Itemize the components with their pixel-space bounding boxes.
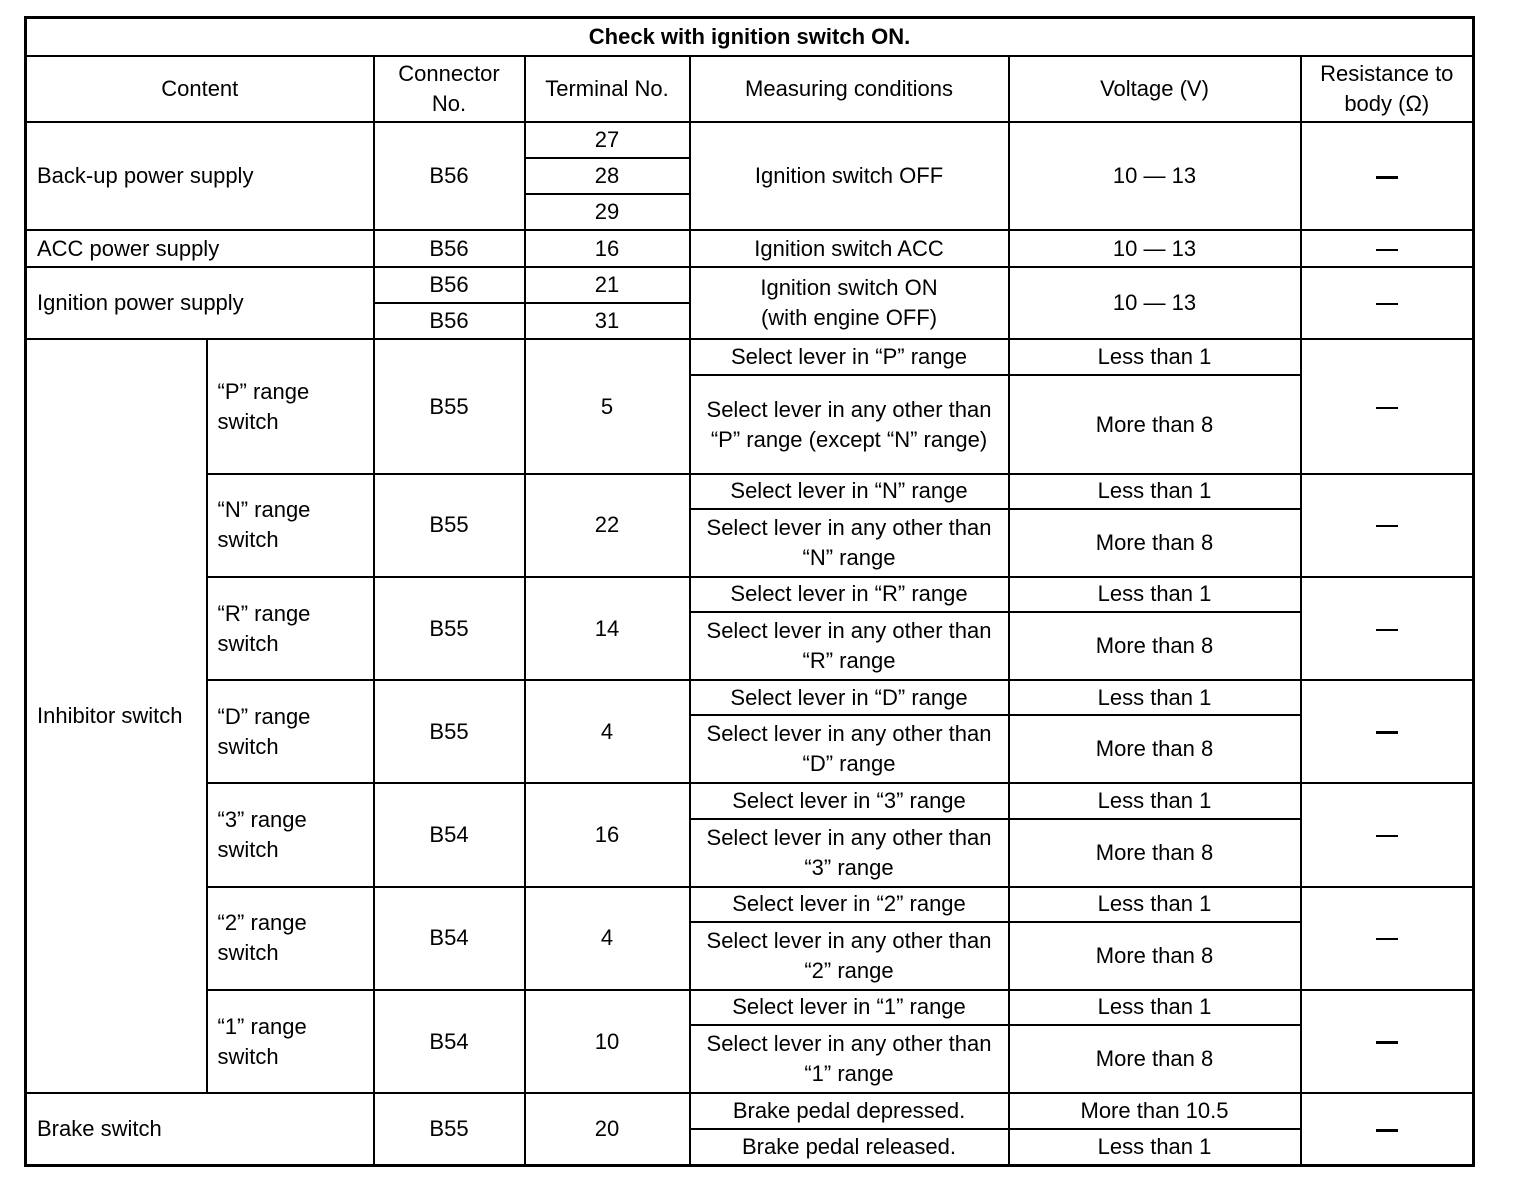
range-v1-1: Less than 1 [1009, 990, 1301, 1025]
em-dash-mark [1376, 249, 1398, 251]
range-v1-p: Less than 1 [1009, 339, 1301, 375]
range-v2-r: More than 8 [1009, 612, 1301, 680]
acc-terminal: 16 [525, 230, 690, 267]
em-dash-mark [1376, 835, 1398, 837]
range-v1-2: Less than 1 [1009, 887, 1301, 922]
range-resistance-r [1301, 577, 1474, 680]
range-cond1-p: Select lever in “P” range [690, 339, 1009, 375]
table-title: Check with ignition switch ON. [26, 18, 1474, 56]
ignition-condition-line-1: Ignition switch ON [760, 275, 938, 301]
range-terminal-r: 14 [525, 577, 690, 680]
header-connector-no: Connector No. [374, 56, 525, 122]
backup-resistance [1301, 122, 1474, 230]
em-dash-mark [1376, 525, 1398, 527]
range-v2-1: More than 8 [1009, 1025, 1301, 1093]
table-row [26, 577, 1474, 612]
ignition-condition-line-2: (with engine OFF) [760, 305, 938, 331]
brake-cond1: Brake pedal depressed. [690, 1093, 1009, 1129]
range-v2-2: More than 8 [1009, 922, 1301, 990]
range-cond1-2: Select lever in “2” range [690, 887, 1009, 922]
ignition-content: Ignition power supply [26, 267, 374, 339]
brake-content: Brake switch [26, 1093, 374, 1165]
table-row [26, 783, 1474, 818]
range-resistance-3 [1301, 783, 1474, 886]
backup-terminal-3: 29 [525, 194, 690, 230]
brake-terminal: 20 [525, 1093, 690, 1165]
range-connector-n: B55 [374, 474, 525, 577]
em-dash-mark [1376, 1129, 1398, 1132]
backup-content: Back-up power supply [26, 122, 374, 230]
acc-resistance [1301, 230, 1474, 267]
backup-terminal-2: 28 [525, 158, 690, 194]
table-row [26, 267, 1474, 303]
header-measuring-conditions: Measuring conditions [690, 56, 1009, 122]
range-cond1-n: Select lever in “N” range [690, 474, 1009, 509]
brake-v2: Less than 1 [1009, 1129, 1301, 1165]
range-connector-r: B55 [374, 577, 525, 680]
range-terminal-d: 4 [525, 680, 690, 783]
range-connector-p: B55 [374, 339, 525, 473]
em-dash-mark [1376, 629, 1398, 631]
acc-condition: Ignition switch ACC [690, 230, 1009, 267]
range-connector-2: B54 [374, 887, 525, 990]
range-label-2: “2” range switch [207, 887, 374, 990]
table-row [26, 122, 1474, 158]
header-terminal-no: Terminal No. [525, 56, 690, 122]
inhibitor-content: Inhibitor switch [26, 339, 207, 1093]
backup-condition: Ignition switch OFF [690, 122, 1009, 230]
range-label-1: “1” range switch [207, 990, 374, 1093]
backup-voltage: 10 — 13 [1009, 122, 1301, 230]
table-row [26, 1093, 1474, 1129]
header-resistance: Resistance to body (Ω) [1301, 56, 1474, 122]
acc-voltage: 10 — 13 [1009, 230, 1301, 267]
range-terminal-n: 22 [525, 474, 690, 577]
range-label-r: “R” range switch [207, 577, 374, 680]
range-v2-3: More than 8 [1009, 819, 1301, 887]
ignition-connector-2: B56 [374, 303, 525, 339]
range-cond2-d: Select lever in any other than “D” range [690, 715, 1009, 783]
table-row [26, 230, 1474, 267]
ignition-terminal-2: 31 [525, 303, 690, 339]
range-v1-3: Less than 1 [1009, 783, 1301, 818]
em-dash-mark [1376, 303, 1398, 305]
range-cond2-1: Select lever in any other than “1” range [690, 1025, 1009, 1093]
range-terminal-3: 16 [525, 783, 690, 886]
ignition-voltage: 10 — 13 [1009, 267, 1301, 339]
table-row [26, 990, 1474, 1025]
range-v1-d: Less than 1 [1009, 680, 1301, 715]
range-resistance-1 [1301, 990, 1474, 1093]
table-row [26, 887, 1474, 922]
range-terminal-2: 4 [525, 887, 690, 990]
em-dash-mark [1376, 1041, 1398, 1044]
inspection-table [24, 16, 1475, 1167]
range-resistance-2 [1301, 887, 1474, 990]
header-content: Content [26, 56, 374, 122]
backup-connector: B56 [374, 122, 525, 230]
brake-resistance [1301, 1093, 1474, 1165]
ignition-resistance [1301, 267, 1474, 339]
table-row [26, 680, 1474, 715]
range-label-n: “N” range switch [207, 474, 374, 577]
range-connector-d: B55 [374, 680, 525, 783]
range-cond2-2: Select lever in any other than “2” range [690, 922, 1009, 990]
range-resistance-p [1301, 339, 1474, 473]
range-cond1-d: Select lever in “D” range [690, 680, 1009, 715]
range-v2-p: More than 8 [1009, 375, 1301, 473]
range-resistance-d [1301, 680, 1474, 783]
range-v2-n: More than 8 [1009, 509, 1301, 577]
range-cond1-3: Select lever in “3” range [690, 783, 1009, 818]
ignition-connector-1: B56 [374, 267, 525, 303]
ignition-condition [690, 267, 1009, 339]
brake-cond2: Brake pedal released. [690, 1129, 1009, 1165]
range-terminal-p: 5 [525, 339, 690, 473]
range-label-d: “D” range switch [207, 680, 374, 783]
em-dash-mark [1376, 731, 1398, 734]
table-row [26, 474, 1474, 509]
range-connector-1: B54 [374, 990, 525, 1093]
em-dash-mark [1376, 176, 1398, 179]
range-v1-r: Less than 1 [1009, 577, 1301, 612]
acc-content: ACC power supply [26, 230, 374, 267]
range-cond2-3: Select lever in any other than “3” range [690, 819, 1009, 887]
acc-connector: B56 [374, 230, 525, 267]
backup-terminal-1: 27 [525, 122, 690, 158]
range-terminal-1: 10 [525, 990, 690, 1093]
em-dash-mark [1376, 938, 1398, 940]
range-connector-3: B54 [374, 783, 525, 886]
brake-connector: B55 [374, 1093, 525, 1165]
range-cond2-r: Select lever in any other than “R” range [690, 612, 1009, 680]
range-label-p: “P” range switch [207, 339, 374, 473]
range-cond2-p: Select lever in any other than “P” range (except “N” range) [690, 375, 1009, 473]
header-voltage: Voltage (V) [1009, 56, 1301, 122]
table-row [26, 339, 1474, 375]
range-label-3: “3” range switch [207, 783, 374, 886]
range-resistance-n [1301, 474, 1474, 577]
range-cond1-r: Select lever in “R” range [690, 577, 1009, 612]
range-v2-d: More than 8 [1009, 715, 1301, 783]
em-dash-mark [1376, 407, 1398, 409]
ignition-terminal-1: 21 [525, 267, 690, 303]
range-cond2-n: Select lever in any other than “N” range [690, 509, 1009, 577]
range-cond1-1: Select lever in “1” range [690, 990, 1009, 1025]
brake-v1: More than 10.5 [1009, 1093, 1301, 1129]
range-v1-n: Less than 1 [1009, 474, 1301, 509]
